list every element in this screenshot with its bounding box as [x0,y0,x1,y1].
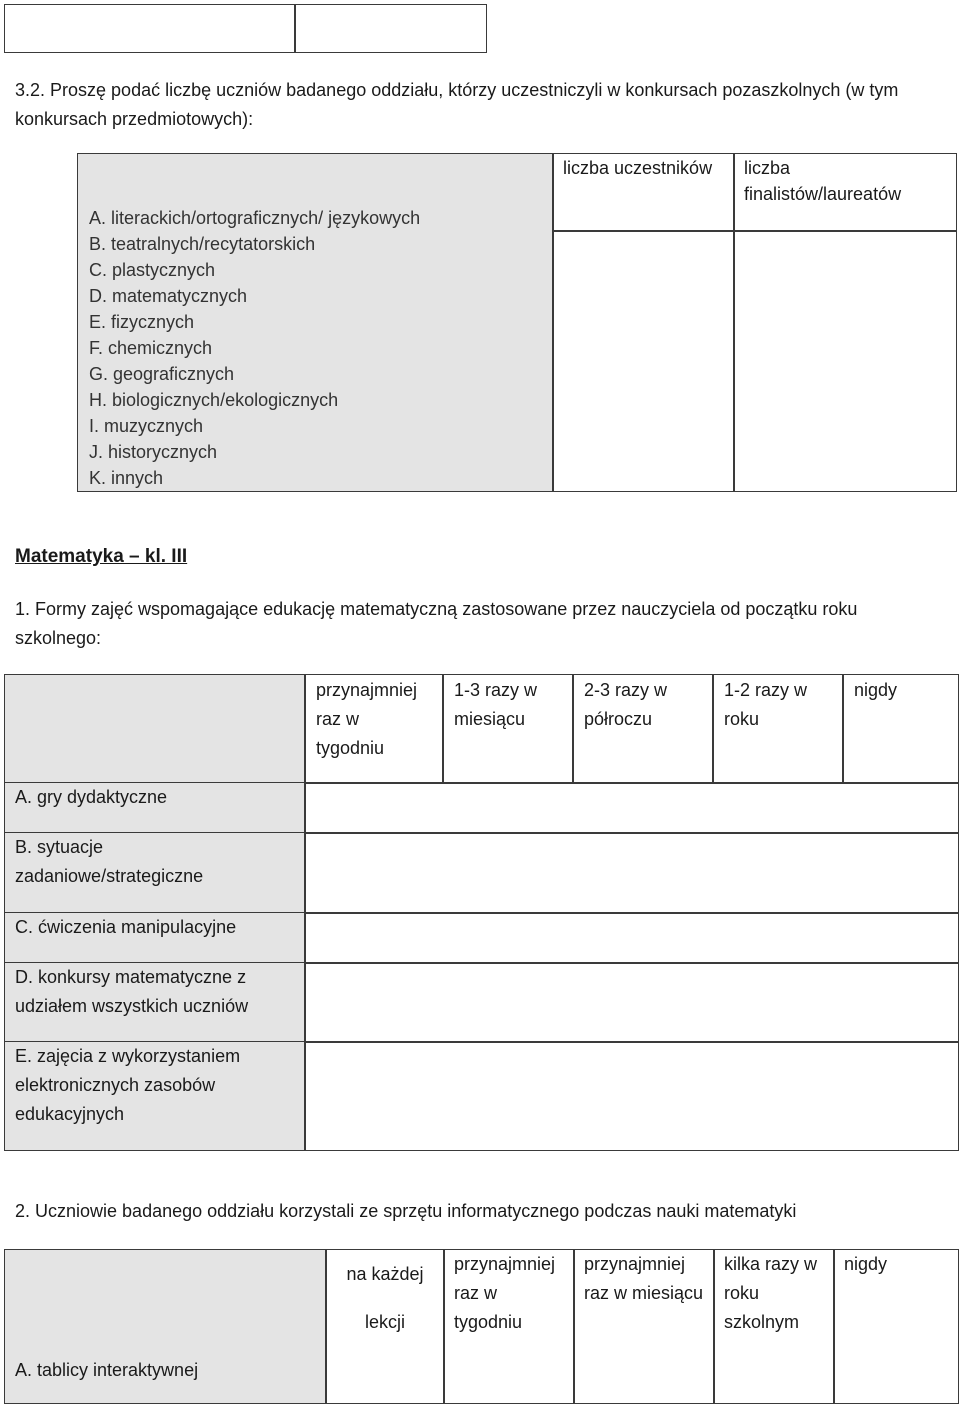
q32-category-item: G. geograficznych [89,364,235,384]
q32-category-item: F. chemicznych [89,338,213,358]
q32-question: 3.2. Proszę podać liczbę uczniów badanego oddziału, którzy uczestniczyli w konkursach pozaszkolnych (w tym konkursach przedmiotowych): [15,80,899,129]
q32-category-item: B. teatralnych/recytatorskich [89,234,316,254]
top-answer-table [4,4,487,53]
q32-finalists-input[interactable] [733,230,957,492]
q1-row-label: A. gry dydaktyczne [15,787,168,807]
q1-row-label: C. ćwiczenia manipulacyjne [15,917,237,937]
q1-answer-cell[interactable] [304,962,959,1043]
q32-category-item: E. fizycznych [89,312,195,332]
q1-header-blank [4,674,306,784]
section-title: Matematyka – kl. III [15,546,188,567]
q1-answer-cell[interactable] [304,912,959,964]
q2-header-label: przynajmniej raz w tygodniu [454,1254,556,1332]
q32-participants-input[interactable] [552,230,735,492]
q1-row-label: E. zajęcia z wykorzystaniem elektronicznych zasobów edukacyjnych [15,1046,241,1124]
q1-answer-cell[interactable] [304,832,959,914]
q32-category-list [89,205,549,491]
q1-header-label: 1-2 razy w roku [724,680,808,729]
q1-header-label: 1-3 razy w miesiącu [454,680,538,729]
q1-question: 1. Formy zajęć wspomagające edukację matematyczną zastosowane przez nauczyciela od początku roku szkolnego: [15,599,858,648]
q2-question: 2. Uczniowie badanego oddziału korzystali ze sprzętu informatycznego podczas nauki matematyki [15,1201,797,1221]
q32-category-item: D. matematycznych [89,286,248,306]
q1-answer-cell[interactable] [304,1041,959,1151]
q32-category-item: H. biologicznych/ekologicznych [89,390,339,410]
q1-header-label: nigdy [854,680,898,700]
q1-header-label: przynajmniej raz w tygodniu [316,680,418,758]
top-table-divider [294,4,296,53]
q1-row-label: B. sytuacje zadaniowe/strategiczne [15,837,204,886]
q1-row-label: D. konkursy matematyczne z udziałem wszystkich uczniów [15,967,249,1016]
q32-category-item: A. literackich/ortograficznych/ językowych [89,208,421,228]
q32-category-item: C. plastycznych [89,260,216,280]
q32-category-item: J. historycznych [89,442,218,462]
q2-row-label: A. tablicy interaktywnej [15,1360,199,1380]
q1-answer-cell[interactable] [304,782,959,834]
q2-header-label: nigdy [844,1254,888,1274]
q32-category-item: I. muzycznych [89,416,204,436]
q2-header-label: kilka razy w roku szkolnym [724,1254,818,1332]
q2-header-label: przynajmniej raz w miesiącu [584,1254,704,1303]
q2-header-label: na każdej lekcji [346,1264,424,1332]
q1-header-label: 2-3 razy w półroczu [584,680,668,729]
q32-col-finalists: liczba finalistów/laureatów [744,158,902,204]
q32-category-item: K. innych [89,468,164,488]
q32-col-participants: liczba uczestników [563,158,713,178]
